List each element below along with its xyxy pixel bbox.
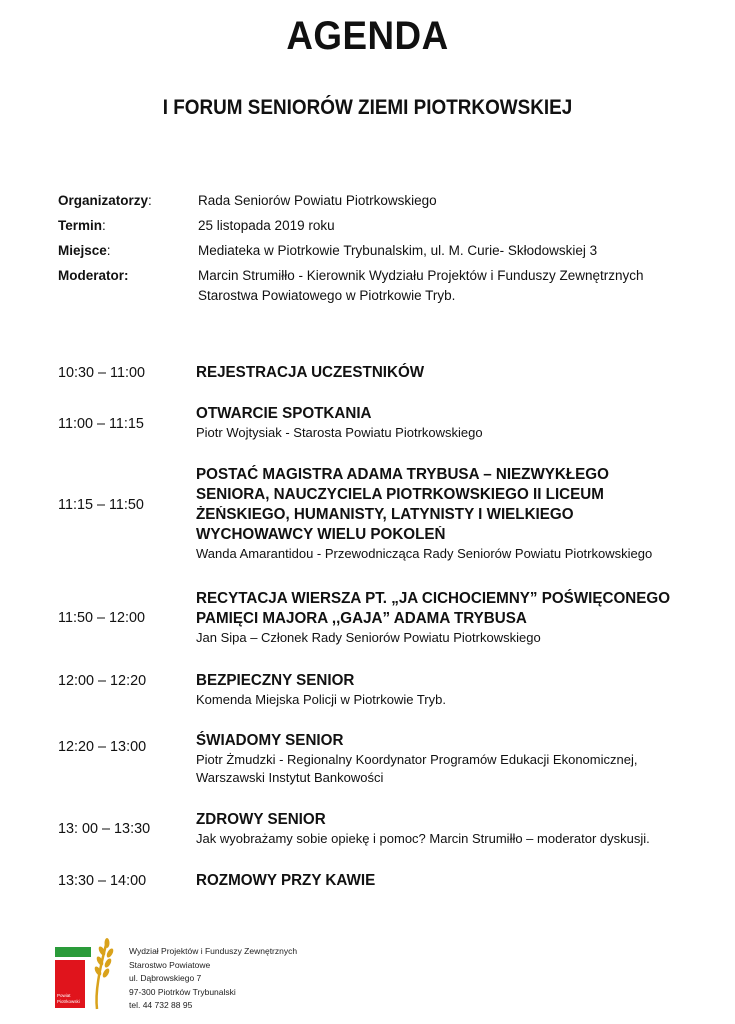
agenda-title: RECYTACJA WIERSZA PT. „JA CICHOCIEMNY” POŚWIĘCONEGO — [196, 590, 671, 607]
event-info — [58, 191, 698, 311]
document-subtitle: I FORUM SENIORÓW ZIEMI PIOTRKOWSKIEJ — [162, 96, 573, 119]
agenda-title: REJESTRACJA UCZESTNIKÓW — [196, 364, 425, 381]
agenda-time: 11:00 – 11:15 — [58, 415, 144, 432]
powiat-logo — [55, 933, 119, 1011]
footer-address — [129, 945, 297, 1013]
info-place: Miejsce: Mediateka w Piotrkowie Trybunalskim, ul. M. Curie- Skłodowskiej 3 — [58, 241, 698, 261]
agenda-time: 11:15 – 11:50 — [58, 496, 144, 513]
info-date: Termin: 25 listopada 2019 roku — [58, 216, 698, 236]
agenda-title: POSTAĆ MAGISTRA ADAMA TRYBUSA – NIEZWYKŁEGO — [196, 466, 609, 483]
agenda-description: Komenda Miejska Policji w Piotrkowie Tryb. — [196, 692, 446, 707]
footer-line: ul. Dąbrowskiego 7 — [129, 973, 202, 983]
agenda-item — [58, 589, 698, 647]
agenda-title: ZDROWY SENIOR — [196, 811, 326, 828]
info-label: Organizatorzy — [58, 193, 149, 208]
info-value: Mediateka w Piotrkowie Trybunalskim, ul. M. Curie- Skłodowskiej 3 — [198, 243, 598, 258]
agenda-title: SENIORA, NAUCZYCIELA PIOTRKOWSKIEGO II LICEUM — [196, 486, 604, 503]
info-value: 25 listopada 2019 roku — [198, 218, 335, 233]
agenda-title: WYCHOWAWCY WIELU POKOLEŃ — [196, 526, 446, 543]
agenda-time: 13: 00 – 13:30 — [58, 820, 151, 837]
agenda-item — [58, 671, 698, 709]
agenda-item — [58, 871, 698, 891]
footer-line: Wydział Projektów i Funduszy Zewnętrznych — [129, 946, 298, 956]
info-organizers: Organizatorzy: Rada Seniorów Powiatu Piotrkowskiego — [58, 191, 698, 211]
agenda-description: Piotr Wojtysiak - Starosta Powiatu Piotrkowskiego — [196, 425, 483, 440]
info-label: Moderator: — [58, 268, 129, 283]
info-value-line2: Starostwa Powiatowego w Piotrkowie Tryb. — [198, 288, 456, 303]
agenda-time: 11:50 – 12:00 — [58, 609, 146, 626]
info-value: Rada Seniorów Powiatu Piotrkowskiego — [198, 193, 437, 208]
svg-text:Piotrkowski: Piotrkowski — [57, 999, 80, 1004]
agenda-item — [58, 363, 698, 383]
agenda-time: 13:30 – 14:00 — [58, 872, 147, 889]
powiat-logo-icon — [55, 933, 119, 1011]
agenda-title: ROZMOWY PRZY KAWIE — [196, 872, 376, 889]
footer-line: tel. 44 732 88 95 — [129, 1000, 193, 1010]
agenda-title: BEZPIECZNY SENIOR — [196, 672, 355, 689]
agenda-time: 12:20 – 13:00 — [58, 738, 147, 755]
agenda-description: Piotr Żmudzki - Regionalny Koordynator Programów Edukacji Ekonomicznej, — [196, 752, 638, 767]
agenda-description: Jan Sipa – Członek Rady Seniorów Powiatu Piotrkowskiego — [196, 630, 541, 645]
agenda-title: ŻEŃSKIEGO, HUMANISTY, LATYNISTY I WIELKIEGO — [196, 506, 574, 523]
agenda-title: OTWARCIE SPOTKANIA — [196, 405, 372, 422]
info-value: Marcin Strumiłło - Kierownik Wydziału Projektów i Funduszy Zewnętrznych — [198, 268, 644, 283]
agenda-item — [58, 810, 698, 848]
document-title: AGENDA — [286, 14, 449, 58]
agenda-description: Wanda Amarantidou - Przewodnicząca Rady Seniorów Powiatu Piotrkowskiego — [196, 546, 653, 561]
agenda-description: Warszawski Instytut Bankowości — [196, 770, 384, 785]
agenda-item — [58, 404, 698, 442]
svg-text:Powiat: Powiat — [57, 993, 71, 998]
info-moderator — [58, 266, 698, 306]
agenda-item — [58, 731, 698, 787]
footer-line: Starostwo Powiatowe — [129, 959, 211, 970]
info-label: Miejsce — [58, 243, 107, 258]
agenda-item — [58, 465, 698, 563]
agenda-time: 12:00 – 12:20 — [58, 672, 147, 689]
info-label: Termin — [58, 218, 103, 233]
agenda-title: PAMIĘCI MAJORA ,,GAJA” ADAMA TRYBUSA — [196, 610, 527, 627]
footer — [55, 933, 297, 1013]
agenda-time: 10:30 – 11:00 — [58, 364, 146, 381]
footer-line: 97-300 Piotrków Trybunalski — [129, 986, 236, 997]
agenda-title: ŚWIADOMY SENIOR — [196, 732, 344, 749]
agenda-description: Jak wyobrażamy sobie opiekę i pomoc? Marcin Strumiłło – moderator dyskusji. — [196, 831, 650, 846]
